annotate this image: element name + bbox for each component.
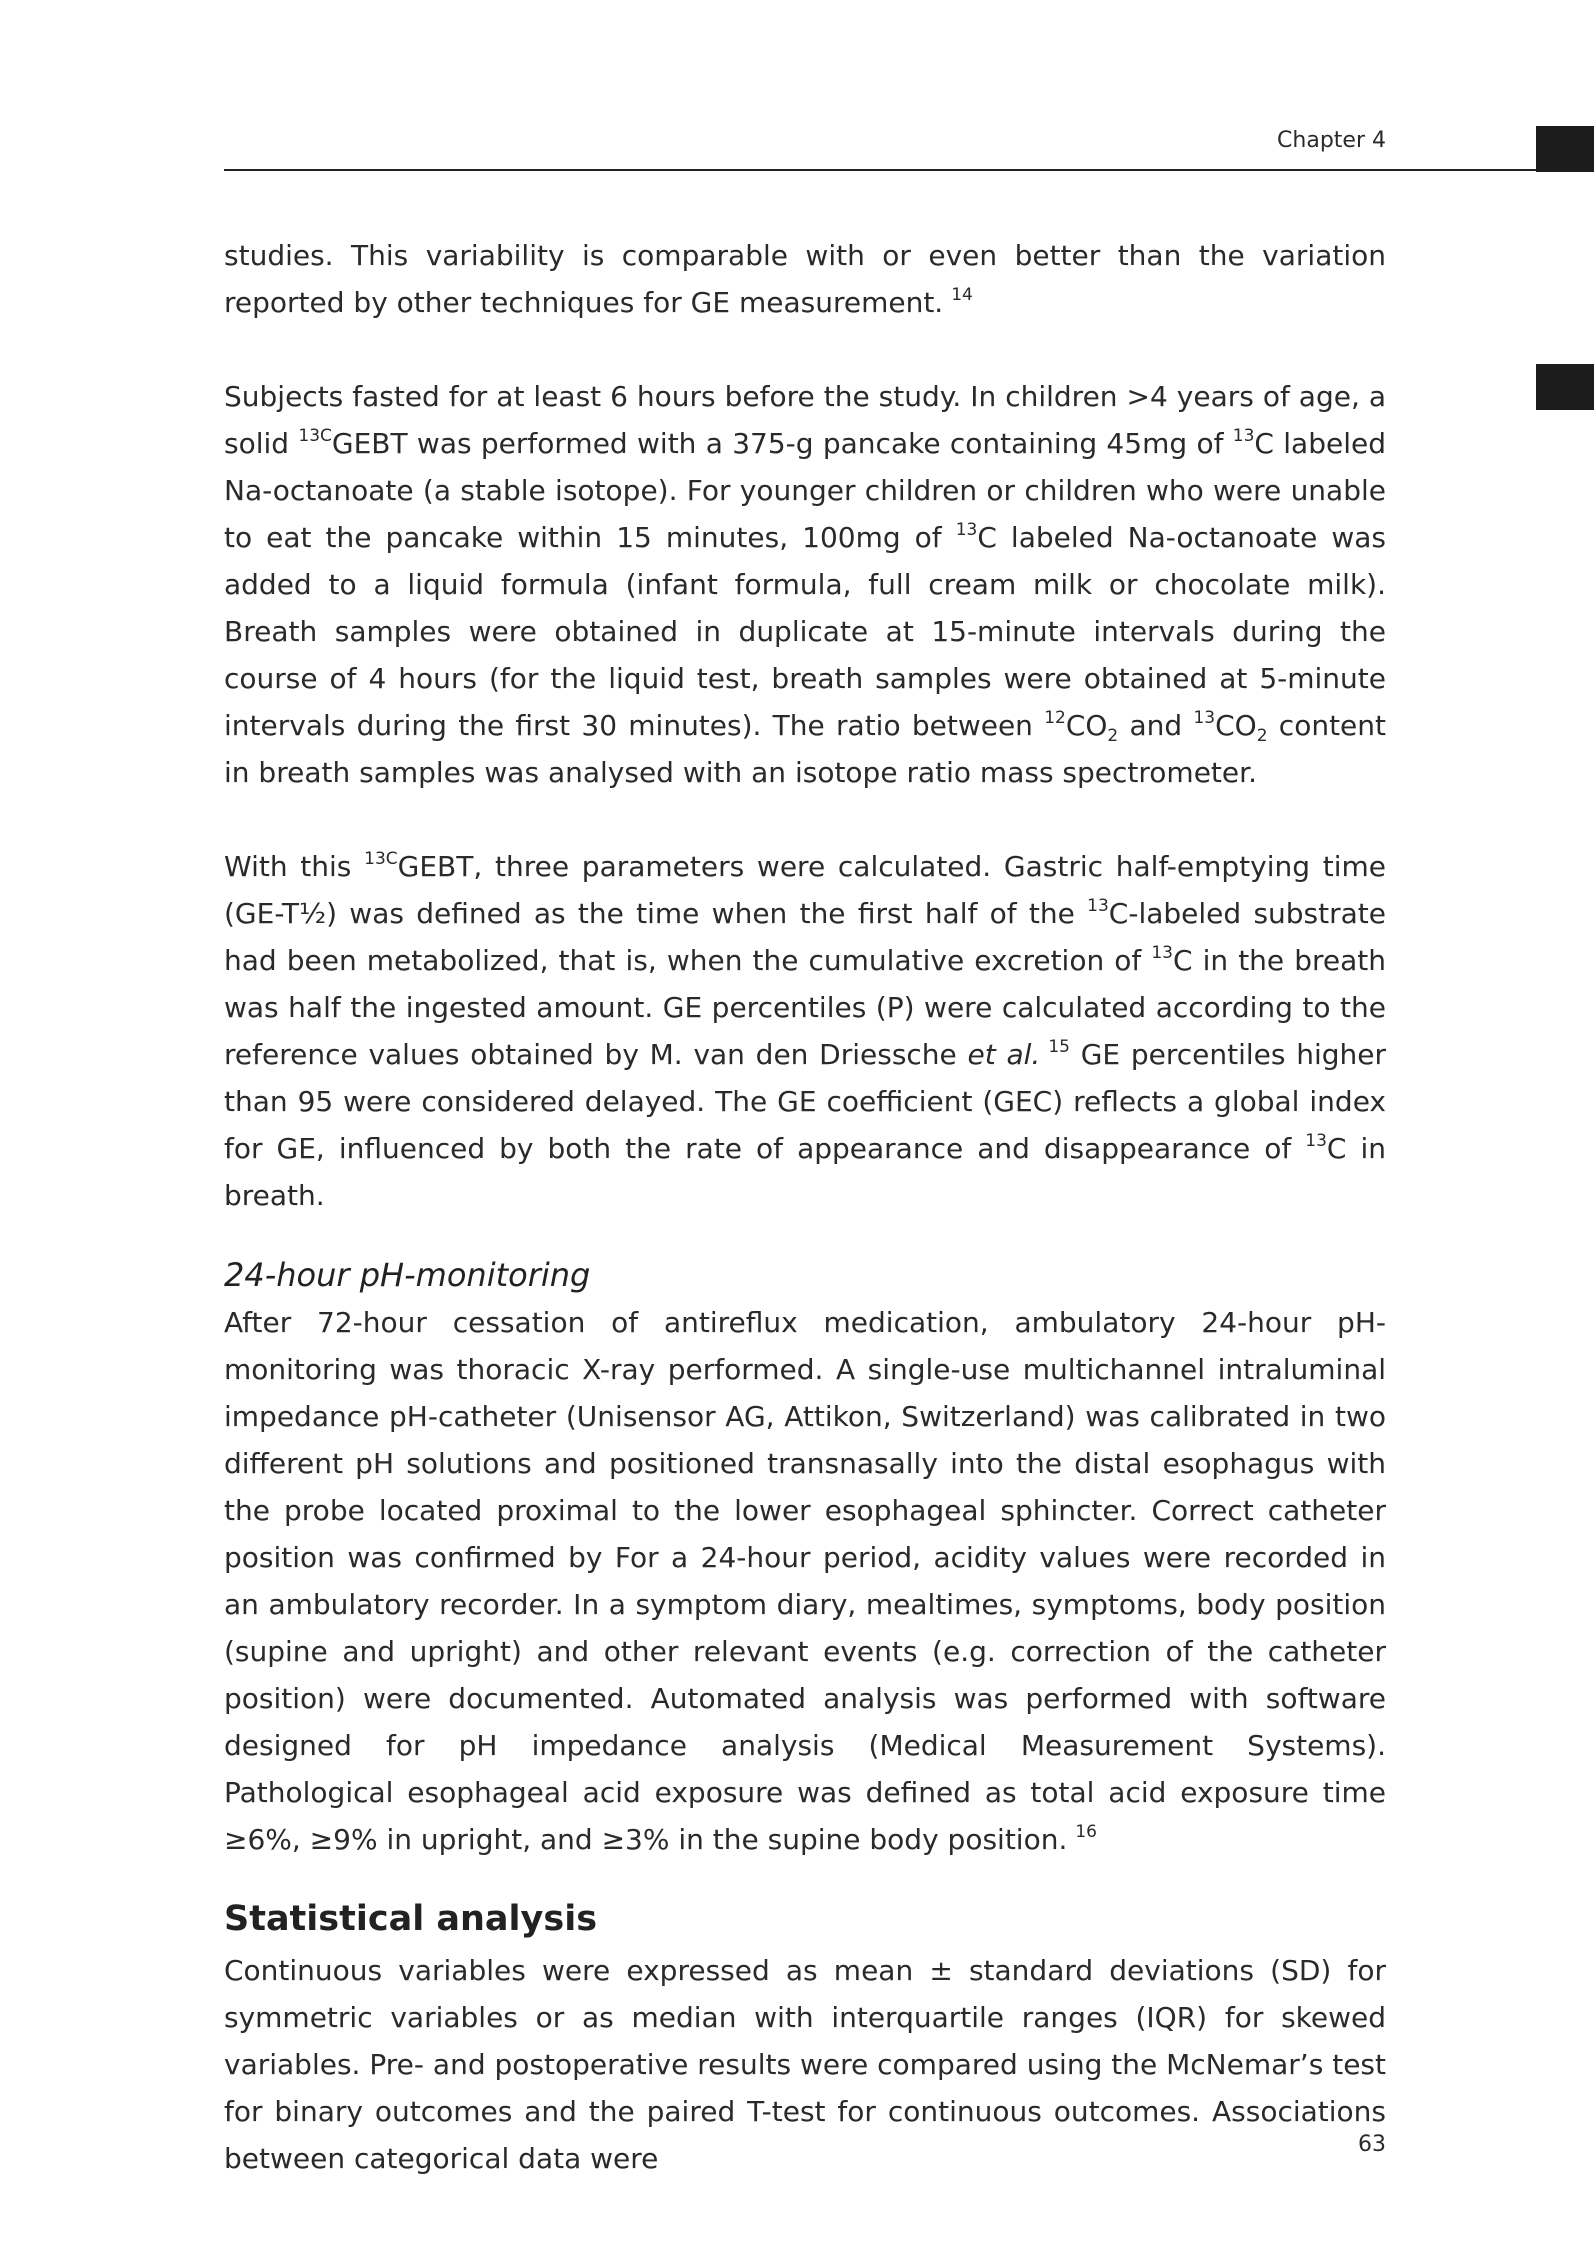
chapter-tab-marker xyxy=(1536,126,1594,172)
paragraph-statistical-analysis: Continuous variables were expressed as mean ± standard deviations (SD) for symmetric variables or as median with interquartile ranges (IQR) for skewed variables. Pre- and postoperative results were compared using the McNemar’s test for binary outcomes and the paired T-test for continuous outcomes. Associations between categorical data were xyxy=(224,1954,1386,2175)
paragraph-ph-monitoring: After 72-hour cessation of antireflux medication, ambulatory 24-hour pH-monitoring was thoracic X-ray performed. A single-use multichannel intraluminal impedance pH-catheter (Unisensor AG, Attikon, Switzerland) was calibrated in two different pH solutions and positioned transnasally into the distal esophagus with the probe located proximal to the lower esophageal sphincter. Correct catheter position was confirmed by For a 24-hour period, acidity values were recorded in an ambulatory recorder. In a symptom diary, mealtimes, symptoms, body position (supine and upright) and other relevant events (e.g. correction of the catheter position) were documented. Automated analysis was performed with software designed for pH impedance analysis (Medical Measurement Systems). Pathological esophageal acid exposure was defined as total acid exposure time ≥6%, ≥9% in upright, and ≥3% in the supine body position. $^{16}$ xyxy=(224,1306,1386,1856)
paragraph-gebt-parameters: With this $^{13C}$GEBT, three parameters were calculated. Gastric half-emptying time (GE-T½) was defined as the time when the first half of the $^{13}$C-labeled substrate had been metabolized, that is, when the cumulative excretion of $^{13}$C in the breath was half the ingested amount. GE percentiles (P) were calculated according to the reference values obtained by M. van den Driessche et al. $^{15}$ GE percentiles higher than 95 were considered delayed. The GE coefficient (GEC) reflects a global index for GE, influenced by both the rate of appearance and disappearance of $^{13}$C in breath. xyxy=(224,849,1386,1212)
paragraph-gebt-procedure: Subjects fasted for at least 6 hours before the study. In children >4 years of age, a solid $^{13C}$GEBT was performed with a 375-g pancake containing 45mg of $^{13}$C labeled Na-octanoate (a stable isotope). For younger children or children who were unable to eat the pancake within 15 minutes, 100mg of $^{13}$C labeled Na-octanoate was added to a liquid formula (infant formula, full cream milk or chocolate milk). Breath samples were obtained in duplicate at 15-minute intervals during the course of 4 hours (for the liquid test, breath samples were obtained at 5-minute intervals during the first 30 minutes). The ratio between $^{12}CO_2$ and $^{13}CO_2$ content in breath samples was analysed with an isotope ratio mass spectrometer. xyxy=(224,380,1386,789)
header-rule xyxy=(224,169,1594,171)
subsection-heading-ph-monitoring: 24-hour pH-monitoring xyxy=(224,1256,591,1294)
section-tab-marker xyxy=(1536,364,1594,410)
page-number: 63 xyxy=(1358,2132,1386,2157)
citation-ref: 15 xyxy=(1048,1037,1070,1057)
paragraph-continuation: studies. This variability is comparable with or even better than the variation reported by other techniques for GE measurement. $^{14}$ xyxy=(224,239,1386,319)
citation-ref: 16 xyxy=(1075,1822,1097,1842)
section-heading-statistical-analysis: Statistical analysis xyxy=(224,1899,598,1939)
page-body xyxy=(224,232,1386,2182)
citation-ref: 14 xyxy=(951,285,973,305)
running-head: Chapter 4 xyxy=(1277,128,1386,153)
